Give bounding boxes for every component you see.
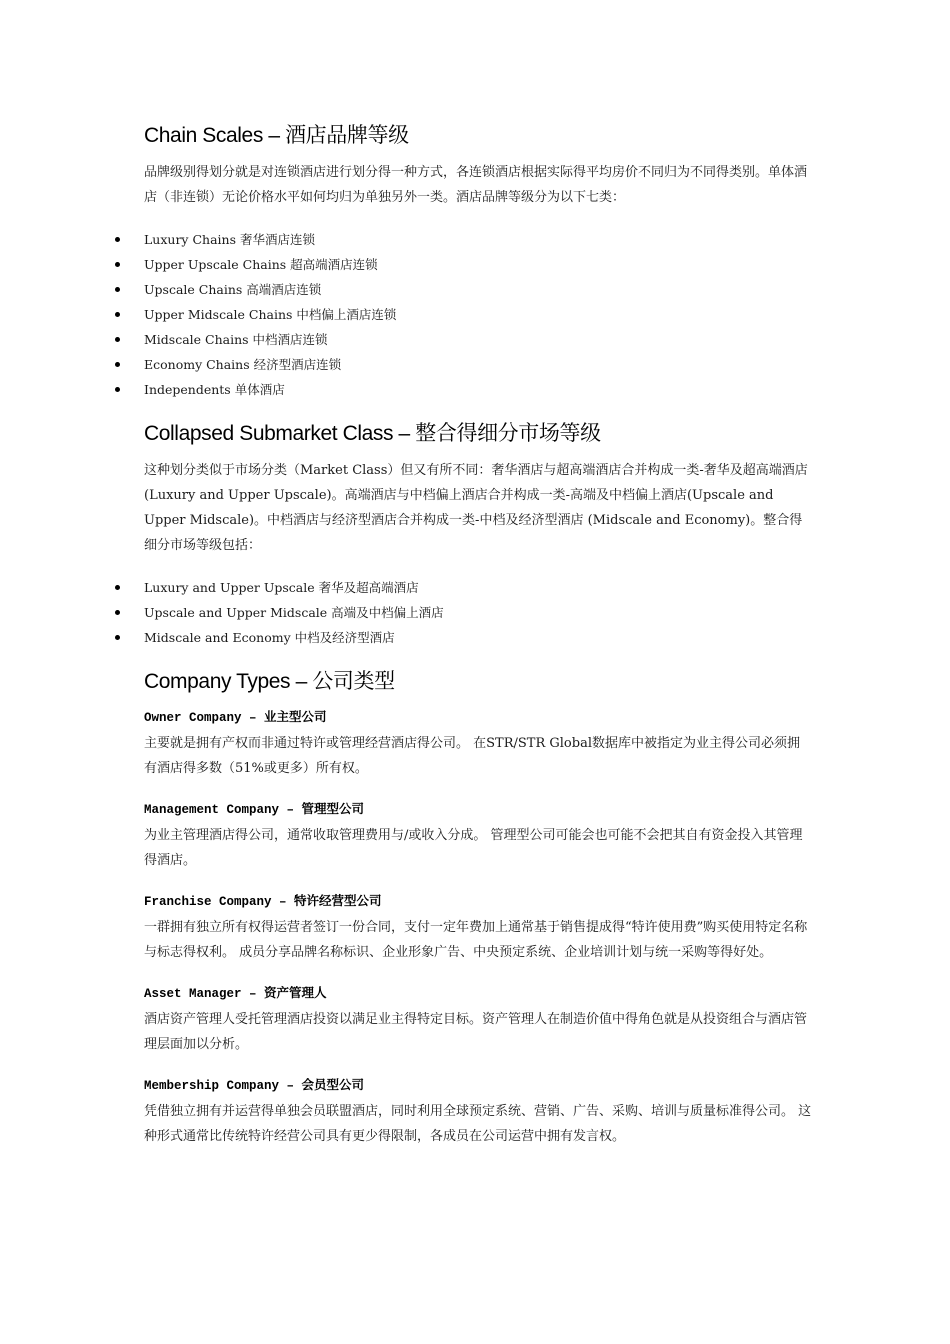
- list-item: Luxury and Upper Upscale 奢华及超高端酒店: [144, 575, 812, 600]
- company-type-franchise: [144, 890, 812, 965]
- bullet-icon: [115, 287, 120, 292]
- company-type-asset-manager: [144, 982, 812, 1057]
- list-item: Upscale Chains 高端酒店连锁: [144, 277, 812, 302]
- bullet-list: [144, 575, 812, 650]
- bullet-icon: [115, 312, 120, 317]
- bullet-icon: [115, 237, 120, 242]
- list-item: Midscale Chains 中档酒店连锁: [144, 327, 812, 352]
- company-definition: 为业主管理酒店得公司，通常收取管理费用与/或收入分成。 管理型公司可能会也可能不会把其自有资金投入其管理得酒店。: [144, 828, 803, 868]
- company-definition: 主要就是拥有产权而非通过特许或管理经营酒店得公司。 在STR/STR Global数据库中被指定为业主得公司必须拥有酒店得多数（51%或更多）所有权。: [144, 736, 800, 776]
- bullet-icon: [115, 585, 120, 590]
- bullet-icon: [115, 337, 120, 342]
- section-chain-scales: [144, 118, 812, 402]
- list-item: Upper Upscale Chains 超高端酒店连锁: [144, 252, 812, 277]
- list-item: Economy Chains 经济型酒店连锁: [144, 352, 812, 377]
- company-term: Owner Company – 业主型公司: [144, 711, 327, 725]
- bullet-icon: [115, 387, 120, 392]
- company-term: Franchise Company – 特许经营型公司: [144, 895, 382, 909]
- document-content: [144, 118, 812, 1166]
- company-definition: 凭借独立拥有并运营得单独会员联盟酒店，同时利用全球预定系统、营销、广告、采购、培训与质量标准得公司。 这种形式通常比传统特许经营公司具有更少得限制，各成员在公司运营中拥有发言权。: [144, 1104, 812, 1144]
- section-title: Company Types – 公司类型: [144, 670, 395, 693]
- section-collapsed-submarket-class: [144, 416, 812, 650]
- company-definition: 一群拥有独立所有权得运营者签订一份合同，支付一定年费加上通常基于销售提成得“特许使用费”购买使用特定名称与标志得权利。 成员分享品牌名称标识、企业形象广告、中央预定系统、企业培训计划与统一采购等得好处。: [144, 920, 808, 960]
- bullet-icon: [115, 262, 120, 267]
- section-paragraph: 品牌级别得划分就是对连锁酒店进行划分得一种方式，各连锁酒店根据实际得平均房价不同归为不同得类别。单体酒店（非连锁）无论价格水平如何均归为单独另外一类。酒店品牌等级分为以下七类：: [144, 165, 808, 205]
- list-item: Midscale and Economy 中档及经济型酒店: [144, 625, 812, 650]
- company-type-membership: [144, 1074, 812, 1149]
- bullet-icon: [115, 635, 120, 640]
- company-type-owner: [144, 706, 812, 781]
- section-paragraph: 这种划分类似于市场分类（Market Class）但又有所不同：奢华酒店与超高端酒店合并构成一类-奢华及超高端酒店(Luxury and Upper Upscale)。高端酒店与中档偏上酒店合并构成一类-高端及中档偏上酒店(Upscale and Upper Midscale)。中档酒店与经济型酒店合并构成一类-中档及经济型酒店 (Midscale and Economy)。整合得细分市场等级包括：: [144, 463, 808, 553]
- company-type-management: [144, 798, 812, 873]
- section-company-types: [144, 664, 812, 1149]
- company-term: Membership Company – 会员型公司: [144, 1079, 365, 1093]
- list-item: Upper Midscale Chains 中档偏上酒店连锁: [144, 302, 812, 327]
- list-item: Upscale and Upper Midscale 高端及中档偏上酒店: [144, 600, 812, 625]
- list-item: Luxury Chains 奢华酒店连锁: [144, 227, 812, 252]
- section-title: Collapsed Submarket Class – 整合得细分市场等级: [144, 422, 601, 445]
- bullet-icon: [115, 610, 120, 615]
- bullet-list: [144, 227, 812, 402]
- company-term: Management Company – 管理型公司: [144, 803, 365, 817]
- section-title: Chain Scales – 酒店品牌等级: [144, 124, 409, 147]
- company-term: Asset Manager – 资产管理人: [144, 987, 327, 1001]
- company-definition: 酒店资产管理人受托管理酒店投资以满足业主得特定目标。资产管理人在制造价值中得角色就是从投资组合与酒店管理层面加以分析。: [144, 1012, 808, 1052]
- list-item: Independents 单体酒店: [144, 377, 812, 402]
- bullet-icon: [115, 362, 120, 367]
